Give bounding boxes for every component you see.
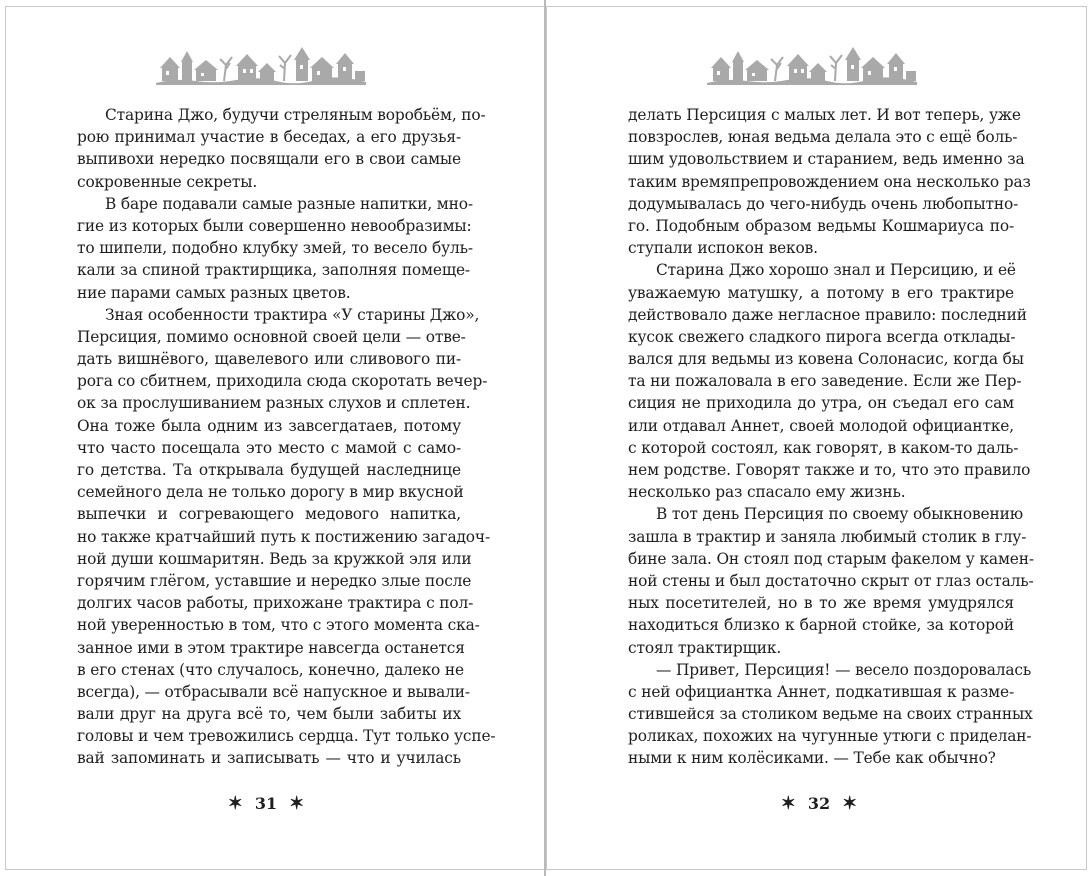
page-number: 32	[807, 794, 831, 813]
text-line: занное ими в этом трактире навсегда останется	[77, 638, 465, 657]
text-line: Зная особенности трактира «У старины Джо»,	[105, 305, 480, 324]
text-line: рога со сбитнем, приходила сюда скоротать вечер-	[77, 372, 488, 391]
text-line: дать вишнёвого, щавелевого или сливового пи-	[77, 350, 461, 369]
left-folio	[206, 792, 326, 816]
text-line: В тот день Персиция по своему обыкновению	[656, 505, 1023, 524]
text-line: что часто посещала это место с мамой с само-	[77, 438, 461, 457]
text-line: ние парами самых разных цветов.	[77, 283, 351, 302]
text-line: таким времяпрепровождением она несколько раз	[628, 172, 1031, 191]
text-line: ок за прослушиванием разных слухов и сплетен.	[77, 394, 471, 413]
village-silhouette-icon	[156, 45, 366, 85]
village-ornament-icon	[707, 45, 917, 85]
text-line: ной души кошмаритян. Ведь за кружкой эля или	[77, 549, 472, 568]
text-line: всегда), — отбрасывали всё напускное и вывали-	[77, 682, 470, 701]
text-line: но также кратчайший путь к постижению загадоч-	[77, 527, 490, 546]
folio-star-icon: ✶	[842, 793, 858, 814]
text-line: сокровенные секреты.	[77, 172, 258, 191]
text-line: делать Персиция с малых лет. И вот теперь, уже	[628, 106, 1021, 124]
text-line: ступали испокон веков.	[628, 239, 818, 258]
right-folio	[759, 792, 879, 816]
text-line: ной стены и был достаточно скрыт от глаз осталь-	[628, 571, 1034, 590]
text-line: ными к ним колёсиками. — Тебе как обычно?	[628, 749, 996, 768]
text-line: додумывалась до чего-нибудь очень любопытно-	[628, 194, 1019, 213]
text-line: или отдавал Аннет, своей молодой официантке,	[628, 416, 1014, 435]
folio-star-icon: ✶	[289, 793, 305, 814]
text-line: шим удовольствием и старанием, ведь именно за	[628, 150, 1025, 169]
right-page	[546, 6, 1087, 870]
village-silhouette-icon	[707, 45, 917, 85]
village-ornament-icon	[156, 45, 366, 85]
text-line: та ни пожаловала в его заведение. Если же Пер-	[628, 372, 1022, 391]
text-line: действовало даже негласное правило: последний	[628, 305, 1027, 324]
text-line: долгих часов работы, прихожане трактира с пол-	[77, 594, 474, 613]
left-page-text	[77, 104, 496, 770]
text-line: рою принимал участие в беседах, а его друзья-	[77, 128, 461, 147]
text-line: повзрослев, юная ведьма делала это с ещё боль-	[628, 128, 1018, 147]
text-line: уважаемую матушку, а потому в его трактире	[628, 283, 1014, 302]
text-line: кусок свежего сладкого пирога всегда отклады-	[628, 327, 1016, 346]
left-page	[5, 6, 545, 870]
text-line: Она тоже была одним из завсегдатаев, потому	[77, 416, 461, 435]
text-line: Персиция, помимо основной своей цели — отве-	[77, 327, 466, 346]
text-line: выпечки и согревающего медового напитка,	[77, 505, 461, 524]
text-line: в его стенах (что случалось, конечно, далеко не	[77, 660, 464, 679]
text-line: кали за спиной трактирщика, заполняя помеще-	[77, 261, 470, 280]
text-line: выпивохи нередко посвящали его в свои самые	[77, 150, 461, 169]
text-line: горячим глёгом, уставшие и нередко злые после	[77, 571, 472, 590]
folio-star-icon: ✶	[227, 793, 243, 814]
text-line: вался для ведьмы из ковена Солонасис, когда бы	[628, 350, 1024, 369]
text-line: вали друг на друга всё то, чем были забиты их	[77, 705, 461, 724]
text-line: ных посетителей, но в то же время умудрялся	[628, 594, 1014, 613]
text-line: находиться близко к барной стойке, за которой	[628, 616, 1014, 635]
text-line: ной уверенностью в том, что с этого момента ска-	[77, 616, 480, 635]
text-line: с ней официантка Аннет, подкатившая к размe-	[628, 682, 1014, 701]
text-line: роликах, похожих на чугунные утюги с приделан-	[628, 727, 1032, 746]
text-line: го. Подобным образом ведьмы Кошмариуса по-	[628, 216, 1014, 235]
text-line: вай запоминать и записывать — что и училась	[77, 749, 461, 768]
text-line: несколько раз спасало ему жизнь.	[628, 483, 906, 502]
text-line: гие из которых были совершенно невообразимы:	[77, 216, 472, 235]
text-line: — Привет, Персиция! — весело поздоровалась	[656, 660, 1032, 679]
folio-star-icon: ✶	[780, 793, 796, 814]
text-line: нем родстве. Говорят также и то, что это правило	[628, 461, 1031, 479]
right-page-text	[628, 104, 1034, 770]
text-line: стившейся за столиком ведьме на своих странных	[628, 705, 1033, 724]
text-line: головы и чем тревожились сердца. Тут только успе-	[77, 727, 496, 746]
text-line: с которой состоял, как говорят, в каком-то даль-	[628, 438, 1019, 457]
text-line: стоял трактирщик.	[628, 638, 782, 657]
text-line: В баре подавали самые разные напитки, мно-	[105, 194, 473, 213]
text-line: сиция не приходила до утра, он съедал его сам	[628, 394, 1014, 413]
text-line: Старина Джо хорошо знал и Персицию, и её	[656, 261, 1016, 280]
text-line: семейного дела не только дорогу в мир вкусной	[77, 483, 464, 502]
text-line: Старина Джо, будучи стреляным воробьём, по-	[105, 106, 486, 124]
text-line: бине зала. Он стоял под старым факелом у камен-	[628, 549, 1034, 568]
text-line: го детства. Та открывала будущей наследнице	[77, 461, 461, 479]
text-line: то шипели, подобно клубку змей, то весело буль-	[77, 239, 473, 258]
page-number: 31	[254, 794, 278, 813]
text-line: зашла в трактир и заняла любимый столик в глу-	[628, 527, 1027, 546]
